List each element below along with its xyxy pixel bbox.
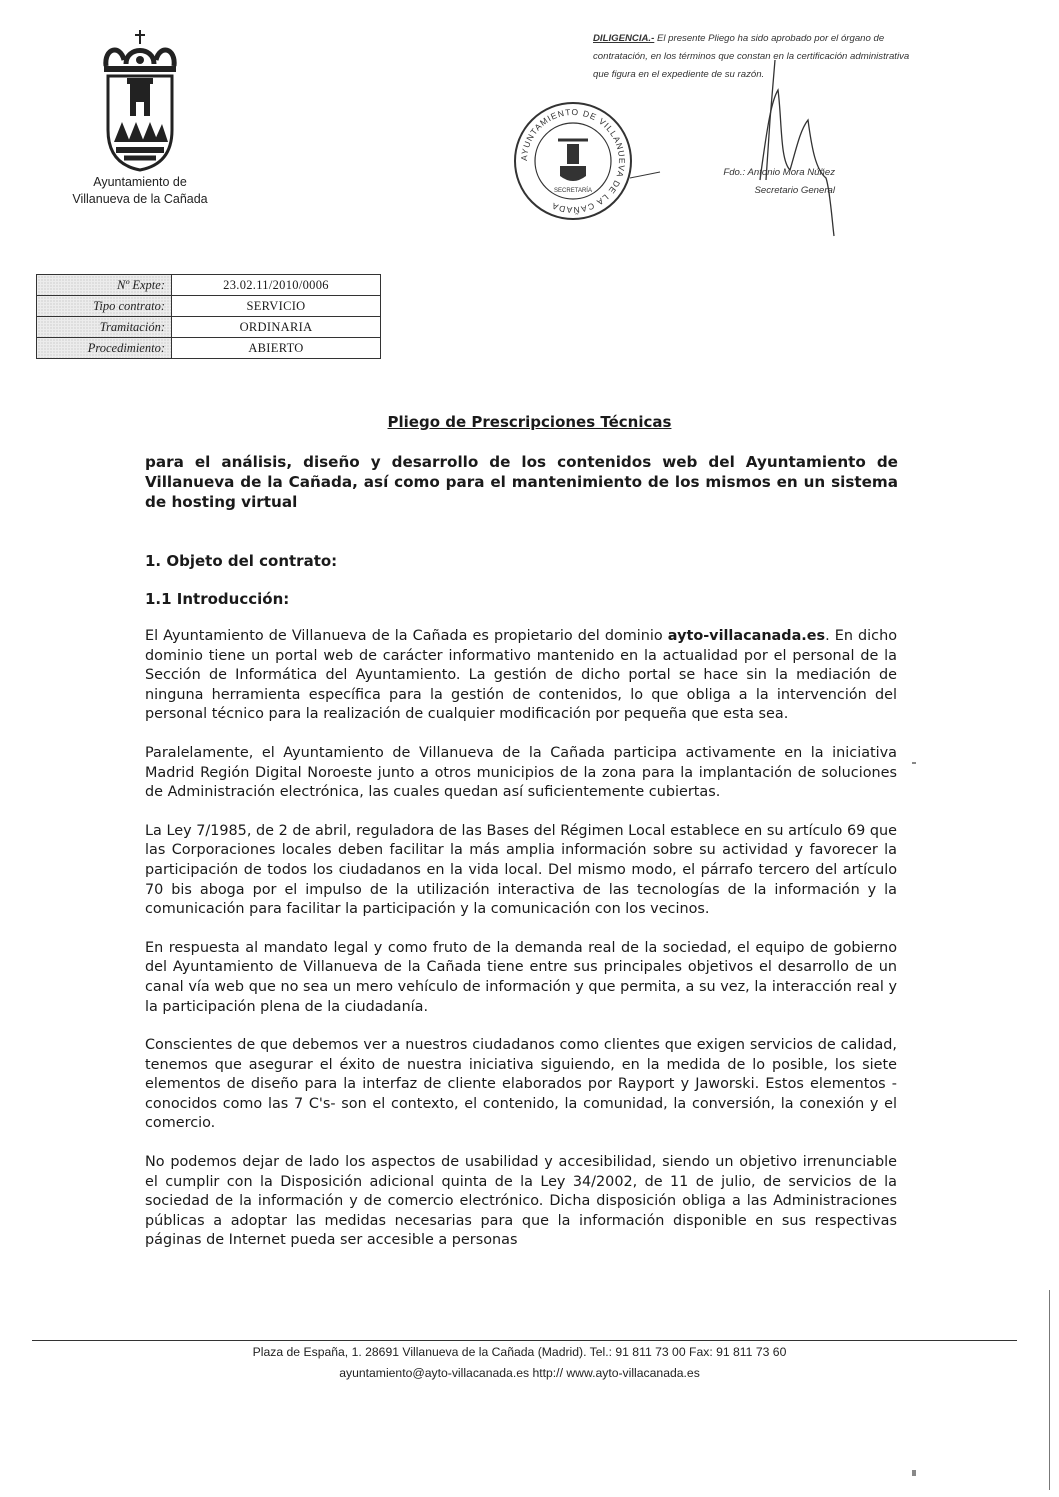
diligencia-line1: El presente Pliego ha sido aprobado por el órgano de — [654, 33, 885, 44]
subsection-heading: 1.1 Introducción: — [145, 590, 290, 608]
expediente-value: SERVICIO — [172, 296, 381, 317]
domain-name: ayto-villacanada.es — [667, 628, 826, 644]
signer-block — [660, 164, 835, 200]
coat-of-arms-icon — [100, 30, 180, 172]
paragraph — [145, 627, 897, 725]
municipality-line2: Villanueva de la Cañada — [72, 192, 208, 206]
expediente-label: Procedimiento: — [37, 338, 172, 359]
section-heading: 1. Objeto del contrato: — [145, 552, 338, 570]
expediente-label: Tramitación: — [37, 317, 172, 338]
municipal-seal-icon — [512, 100, 634, 222]
scan-edge-line — [1049, 1290, 1050, 1490]
footer-address: Plaza de España, 1. 28691 Villanueva de la Cañada (Madrid). Tel.: 91 811 73 00 Fax: 91 811 73 60 — [252, 1345, 787, 1359]
handwritten-signature-icon — [620, 60, 850, 240]
paragraph: No podemos dejar de lado los aspectos de usabilidad y accesibilidad, siendo un objetivo irrenunciable el cumplir con la Disposición adicional quinta de la Ley 34/2002, de 11 de julio, de servicios de la sociedad de la información y de comercio electrónico. Dicha disposición obliga a las Administraciones públicas a adoptar las medidas necesarias para que la información disponible en sus respectivas páginas de Internet pueda ser accesible a personas — [145, 1154, 897, 1249]
paragraph: La Ley 7/1985, de 2 de abril, reguladora de las Bases del Régimen Local establece en su artículo 69 que las Corporaciones locales deben facilitar la más amplia información sobre su actividad y favorecer la participación de todos los ciudadanos en la vida local. Del mismo modo, el párrafo tercero del artículo 70 bis aboga por el impulso de la utilización interactiva de las tecnologías de la información y la comunicación para facilitar la participación y la comunicación con los vecinos. — [145, 822, 897, 918]
seal-inner-text: SECRETARÍA — [554, 188, 592, 194]
municipality-name — [50, 174, 230, 208]
paragraph: Conscientes de que debemos ver a nuestros ciudadanos como clientes que exigen servicios de calidad, tenemos que asegurar el éxito de nuestra iniciativa siguiendo, en la medida de lo posible, los siete elementos de diseño para la interfaz de cliente elaborados por Rayport y Jaworski. Estos elementos -conocidos como las 7 C's- son el contexto, el contenido, la comunidad, la conversión, la conexión y el comercio. — [145, 1037, 897, 1132]
paragraph: En respuesta al mandato legal y como fruto de la demanda real de la sociedad, el equipo de gobierno del Ayuntamiento de Villanueva de la Cañada tiene entre sus principales objetivos el desarrollo de un canal vía web que no sea un mero vehículo de información y que permita, a su vez, la interacción real y la participación plena de la ciudadanía. — [145, 939, 897, 1015]
table-row — [37, 338, 381, 359]
expediente-value: ABIERTO — [172, 338, 381, 359]
footer-divider — [32, 1340, 1017, 1341]
expediente-label: Tipo contrato: — [37, 296, 172, 317]
expediente-label: Nº Expte: — [37, 275, 172, 296]
signer-name: Fdo.: Antonio Mora Núñez — [723, 167, 835, 178]
page-subtitle: para el análisis, diseño y desarrollo de los contenidos web del Ayuntamiento de Villanueva de la Cañada, así como para el mantenimiento de los mismos en un sistema de hosting virtual — [145, 453, 898, 511]
page-title: Pliego de Prescripciones Técnicas — [387, 413, 672, 431]
diligencia-line2: contratación, en los términos que constan en la certificación administrativa — [593, 51, 910, 62]
table-row — [37, 296, 381, 317]
paragraph: Paralelamente, el Ayuntamiento de Villanueva de la Cañada participa activamente en la iniciativa Madrid Región Digital Noroeste junto a otros municipios de la zona para la implantación de soluciones de Administración electrónica, las cuales quedan así suficientemente cubiertas. — [145, 744, 897, 801]
paragraph-text: El Ayuntamiento de Villanueva de la Cañada es propietario del dominio — [145, 628, 668, 644]
paragraph-text: . En dicho dominio tiene un portal web de carácter informativo mantenido en la actualidad por el personal de la Sección de Informática del Ayuntamiento. La gestión de dicho portal se hace sin la mediación de ninguna herramienta específica para la gestión de contenidos, lo que obliga a la intervención del personal técnico para la realización de cualquier modificación por pequeña que esta sea. — [145, 628, 898, 723]
expediente-value: 23.02.11/2010/0006 — [172, 275, 381, 296]
seal-text: AYUNTAMIENTO DE VILLANUEVA DE LA CAÑADA — [518, 106, 628, 216]
footer-contact: ayuntamiento@ayto-villacanada.es http:// www.ayto-villacanada.es — [339, 1366, 700, 1380]
table-row — [37, 317, 381, 338]
municipality-line1: Ayuntamiento de — [93, 175, 187, 189]
scan-speck — [912, 762, 916, 764]
signer-role: Secretario General — [754, 185, 835, 196]
table-row — [37, 275, 381, 296]
expediente-table — [36, 274, 381, 359]
diligencia-line3: que figura en el expediente de su razón. — [593, 69, 765, 80]
diligencia-label: DILIGENCIA.- — [593, 33, 655, 44]
expediente-value: ORDINARIA — [172, 317, 381, 338]
scan-speck — [912, 1470, 916, 1476]
document-body — [145, 627, 897, 1270]
